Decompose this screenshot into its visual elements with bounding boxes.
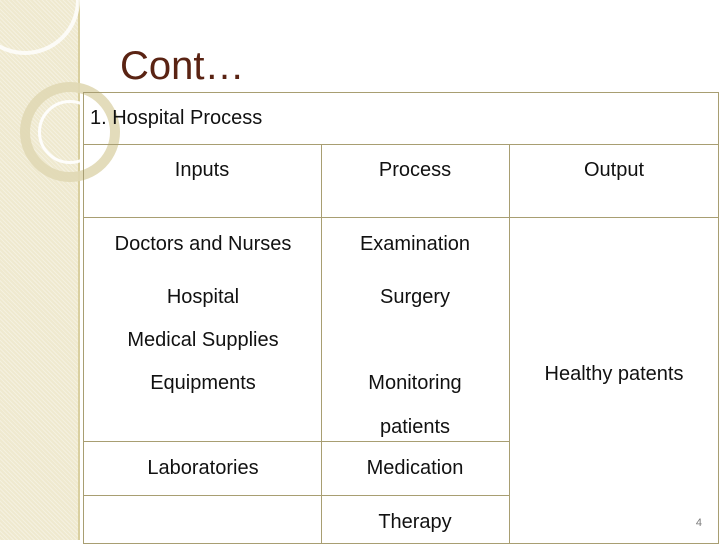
input-item: Laboratories bbox=[147, 457, 259, 479]
caption-divider bbox=[83, 144, 719, 145]
row-divider-bottom bbox=[83, 495, 509, 496]
input-item: Equipments bbox=[150, 372, 256, 394]
process-item: patients bbox=[379, 416, 451, 438]
column-divider-1 bbox=[321, 144, 322, 544]
table-caption: 1. Hospital Process bbox=[90, 107, 263, 129]
sidebar-edge-line bbox=[78, 0, 80, 540]
process-item: Therapy bbox=[378, 511, 452, 533]
header-process: Process bbox=[378, 159, 452, 181]
column-divider-2 bbox=[509, 144, 510, 544]
input-item: Medical Supplies bbox=[127, 329, 279, 351]
row-divider bbox=[83, 441, 509, 442]
input-item: Hospital bbox=[166, 286, 240, 308]
input-item: Doctors and Nurses bbox=[114, 233, 292, 255]
slide-title: Cont… bbox=[120, 44, 245, 88]
header-inputs: Inputs bbox=[174, 159, 230, 181]
output-item: Healthy patents bbox=[544, 363, 684, 385]
process-item: Monitoring bbox=[368, 372, 462, 394]
process-item: Surgery bbox=[379, 286, 451, 308]
output-header-divider bbox=[509, 217, 719, 218]
page-number: 4 bbox=[695, 517, 702, 529]
header-output: Output bbox=[583, 159, 645, 181]
process-item: Examination bbox=[359, 233, 471, 255]
process-item: Medication bbox=[366, 457, 464, 479]
decorative-sidebar bbox=[0, 0, 80, 540]
header-divider bbox=[83, 217, 509, 218]
